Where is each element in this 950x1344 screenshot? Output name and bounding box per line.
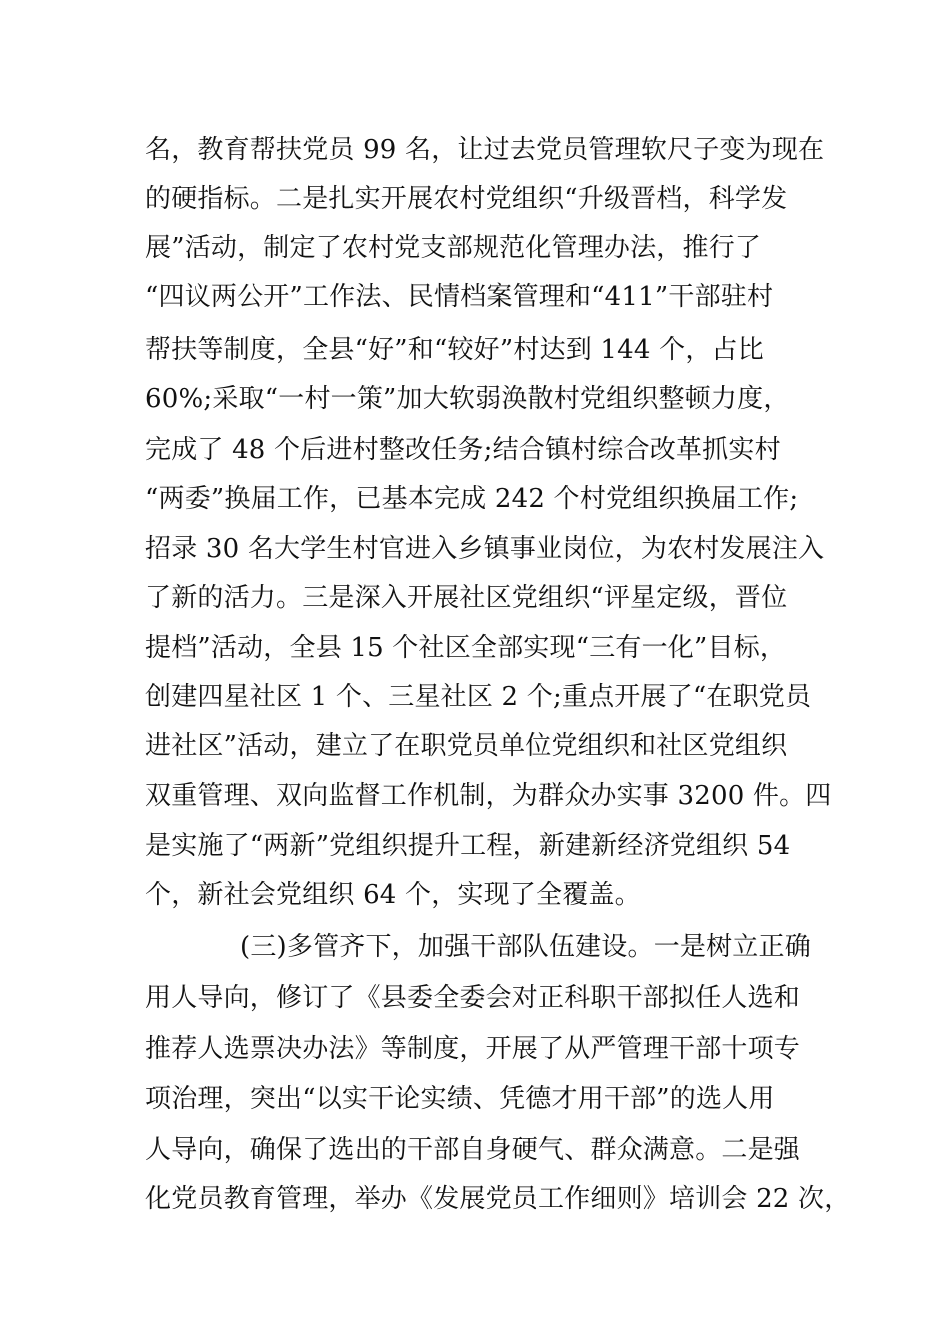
text-line-12: 创建四星社区 1 个、三星社区 2 个;重点开展了“在职党员	[145, 682, 812, 712]
text-line-19: 推荐人选票决办法》等制度，开展了从严管理干部十项专	[145, 1034, 801, 1064]
text-line-4: “四议两公开”工作法、民情档案管理和“411”干部驻村	[145, 282, 774, 312]
text-line-9: 招录 30 名大学生村官进入乡镇事业岗位，为农村发展注入	[145, 534, 825, 564]
section-heading-line: (三)多管齐下，加强干部队伍建设。一是树立正确	[240, 932, 811, 962]
text-line-16: 个，新社会党组织 64 个，实现了全覆盖。	[145, 880, 641, 910]
text-line-10: 了新的活力。三是深入开展社区党组织“评星定级，晋位	[145, 583, 788, 613]
text-line-7: 完成了 48 个后进村整改任务;结合镇村综合改革抓实村	[145, 435, 781, 465]
text-line-15: 是实施了“两新”党组织提升工程，新建新经济党组织 54	[145, 831, 791, 861]
text-line-18: 用人导向，修订了《县委全委会对正科职干部拟任人选和	[145, 983, 801, 1013]
text-line-22: 化党员教育管理，举办《发展党员工作细则》培训会 22 次，	[145, 1184, 851, 1214]
text-line-13: 进社区”活动，建立了在职党员单位党组织和社区党组织	[145, 731, 788, 761]
text-line-1: 名，教育帮扶党员 99 名，让过去党员管理软尺子变为现在	[145, 135, 825, 165]
text-line-14: 双重管理、双向监督工作机制，为群众办实事 3200 件。四	[145, 781, 832, 811]
text-line-2: 的硬指标。二是扎实开展农村党组织“升级晋档，科学发	[145, 184, 788, 214]
text-line-3: 展”活动，制定了农村党支部规范化管理办法，推行了	[145, 233, 762, 263]
text-line-21: 人导向，确保了选出的干部自身硬气、群众满意。二是强	[145, 1135, 801, 1165]
text-line-11: 提档”活动，全县 15 个社区全部实现“三有一化”目标，	[145, 633, 787, 663]
text-line-5: 帮扶等制度，全县“好”和“较好”村达到 144 个，占比	[145, 335, 764, 365]
text-line-20: 项治理，突出“以实干论实绩、凭德才用干部”的选人用	[145, 1084, 775, 1114]
text-line-6: 60%;采取“一村一策”加大软弱涣散村党组织整顿力度，	[145, 384, 790, 414]
text-line-8: “两委”换届工作，已基本完成 242 个村党组织换届工作;	[145, 484, 799, 514]
